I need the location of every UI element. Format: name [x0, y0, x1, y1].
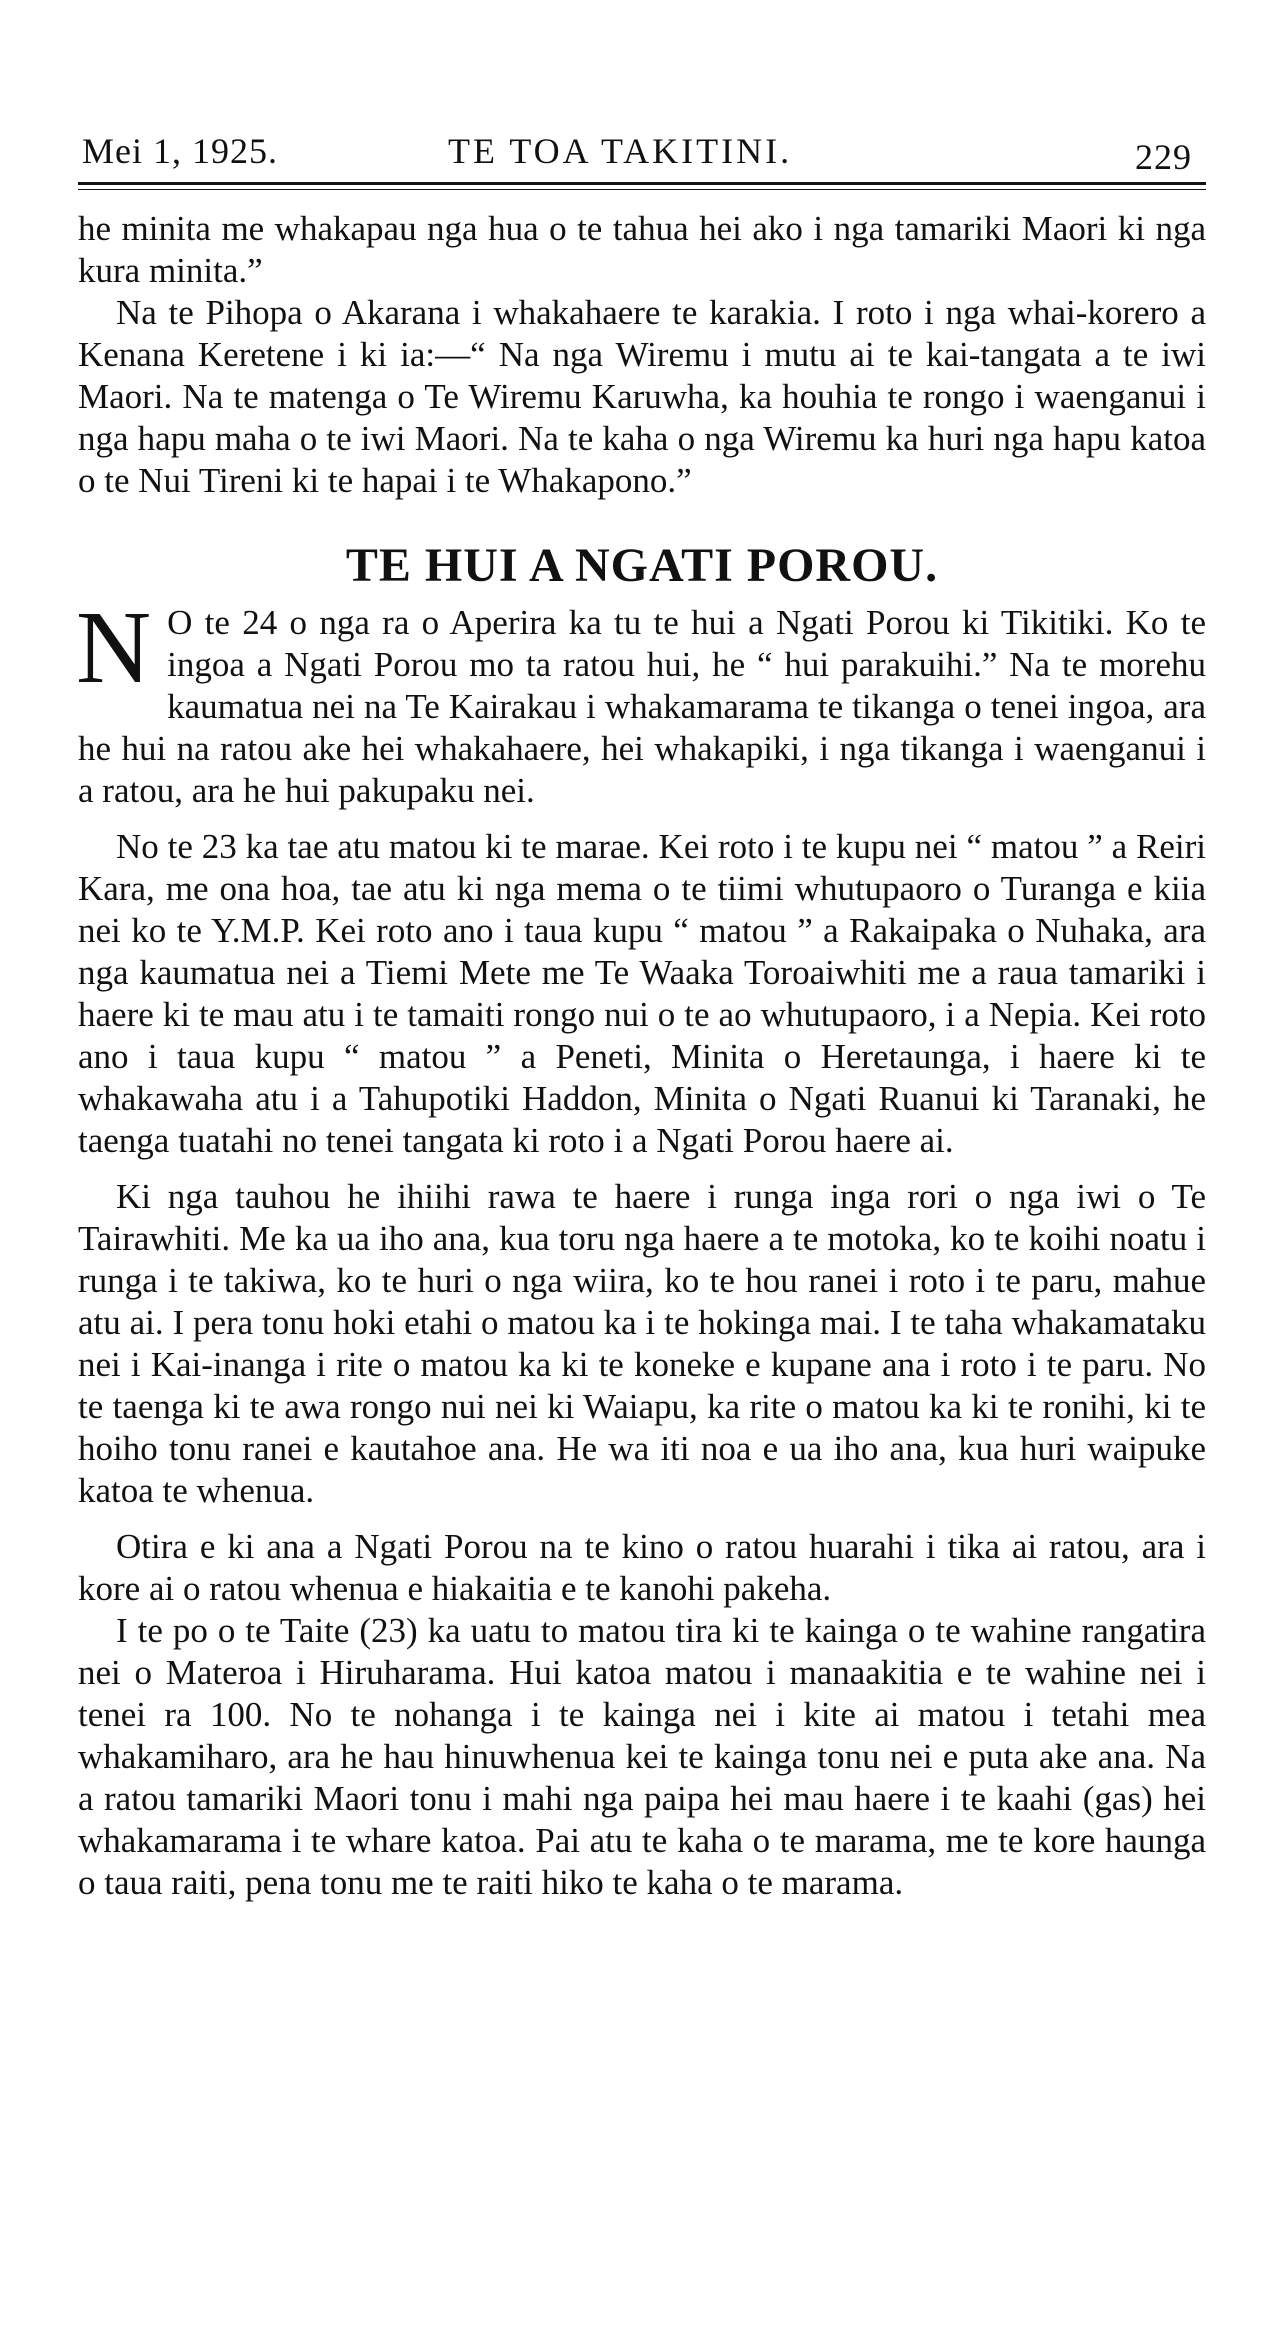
drop-cap: N [76, 590, 152, 705]
intro-paragraph-1: he minita me whakapau nga hua o te tahua hei ako i nga tamariki Maori ki nga kura minita.” [78, 209, 1206, 290]
header-rule-thin [78, 189, 1206, 190]
running-header [78, 118, 1206, 176]
intro-paragraph-2: Na te Pihopa o Akarana i whakahaere te karakia. I roto i nga whai-korero a Kenana Keretene i ki ia:—“ Na nga Wiremu i mutu ai te kai-tangata a te iwi Maori. Na te matenga o Te Wiremu Karuwha, ka houhia te rongo i waenganui i nga hapu maha o te iwi Maori. Na te kaha o nga Wiremu ka huri nga hapu katoa o te Nui Tireni ki te hapai i te Whakapono.” [78, 293, 1206, 500]
article-paragraph-4: I te po o te Taite (23) ka uatu to matou tira ki te kainga o te wahine rangatira nei o Materoa i Hiruharama. Hui katoa matou i manaakitia e te wahine nei i tenei ra 100. No te nohanga i te kainga nei i kite ai matou i tetahi mea whakamiharo, ara he hau hinuwhenua kei te kainga tonu nei e puta ake ana. Na a ratou tamariki Maori tonu i mahi nga paipa hei mau haere i te kaahi (gas) hei whakamarama i te whare katoa. Pai atu te kaha o te marama, me te kore haunga o taua raiti, pena tonu me te raiti hiko te kaha o te marama. [78, 1611, 1206, 1902]
article-paragraph-2: Ki nga tauhou he ihiihi rawa te haere i runga inga rori o nga iwi o Te Tairawhiti. Me ka ua iho ana, kua toru nga haere a te motoka, ko te koihi noatu i runga i te takiwa, ko te huri o nga wiira, ko te hou ranei i roto i te paru, mahue atu ai. I pera tonu hoki etahi o matou ka i te hokinga mai. I te taha whakamataku nei i Kai-inanga i rite o matou ka ki te koneke e kupane ana i roto i te paru. No te taenga ki te awa rongo nui nei ki Waiapu, ka rite o matou ka ki te ronihi, ki te hoiho tonu ranei e kautahoe ana. He wa iti noa e ua iho ana, kua huri waipuke katoa te whenua. [78, 1177, 1206, 1510]
header-date: Mei 1, 1925. [82, 131, 278, 171]
article-first-paragraph [76, 590, 1206, 812]
first-paragraph-text: O te 24 o nga ra o Aperira ka tu te hui a Ngati Porou ki Tikitiki. Ko te ingoa a Ngati Porou mo ta ratou hui, he “ hui parakuihi.” Na te morehu kaumatua nei na Te Kairakau i whakamarama te tikanga o tenei ingoa, ara he hui na ratou ake hei whakahaere, hei whakapiki, i nga tikanga i waenganui i a ratou, ara he hui pakupaku nei. [78, 603, 1206, 810]
header-title: TE TOA TAKITINI. [448, 131, 793, 171]
page-number: 229 [1135, 137, 1192, 177]
header-rule-thick [78, 182, 1206, 185]
article-heading: TE HUI A NGATI POROU. [345, 539, 939, 592]
article-paragraph-1: No te 23 ka tae atu matou ki te marae. Kei roto i te kupu nei “ matou ” a Reiri Kara, me ona hoa, tae atu ki nga mema o te tiimi whutupaoro o Turanga e kiia nei ko te Y.M.P. Kei roto ano i taua kupu “ matou ” a Rakaipaka o Nuhaka, ara nga kaumatua nei a Tiemi Mete me Te Waaka Toroaiwhiti me a raua tamariki i haere ki te mau atu i te tamaiti rongo nui o te ao whutupaoro, i a Nepia. Kei roto ano i taua kupu “ matou ” a Peneti, Minita o Heretaunga, i haere ki te whakawaha atu i a Tahupotiki Haddon, Minita o Ngati Ruanui ki Taranaki, he taenga tuatahi no tenei tangata ki roto i a Ngati Porou haere ai. [78, 827, 1206, 1160]
article-paragraph-3: Otira e ki ana a Ngati Porou na te kino o ratou huarahi i tika ai ratou, ara i kore ai o ratou whenua e hiakaitia e te kanohi pakeha. [78, 1527, 1206, 1608]
document-page [78, 118, 1206, 1904]
